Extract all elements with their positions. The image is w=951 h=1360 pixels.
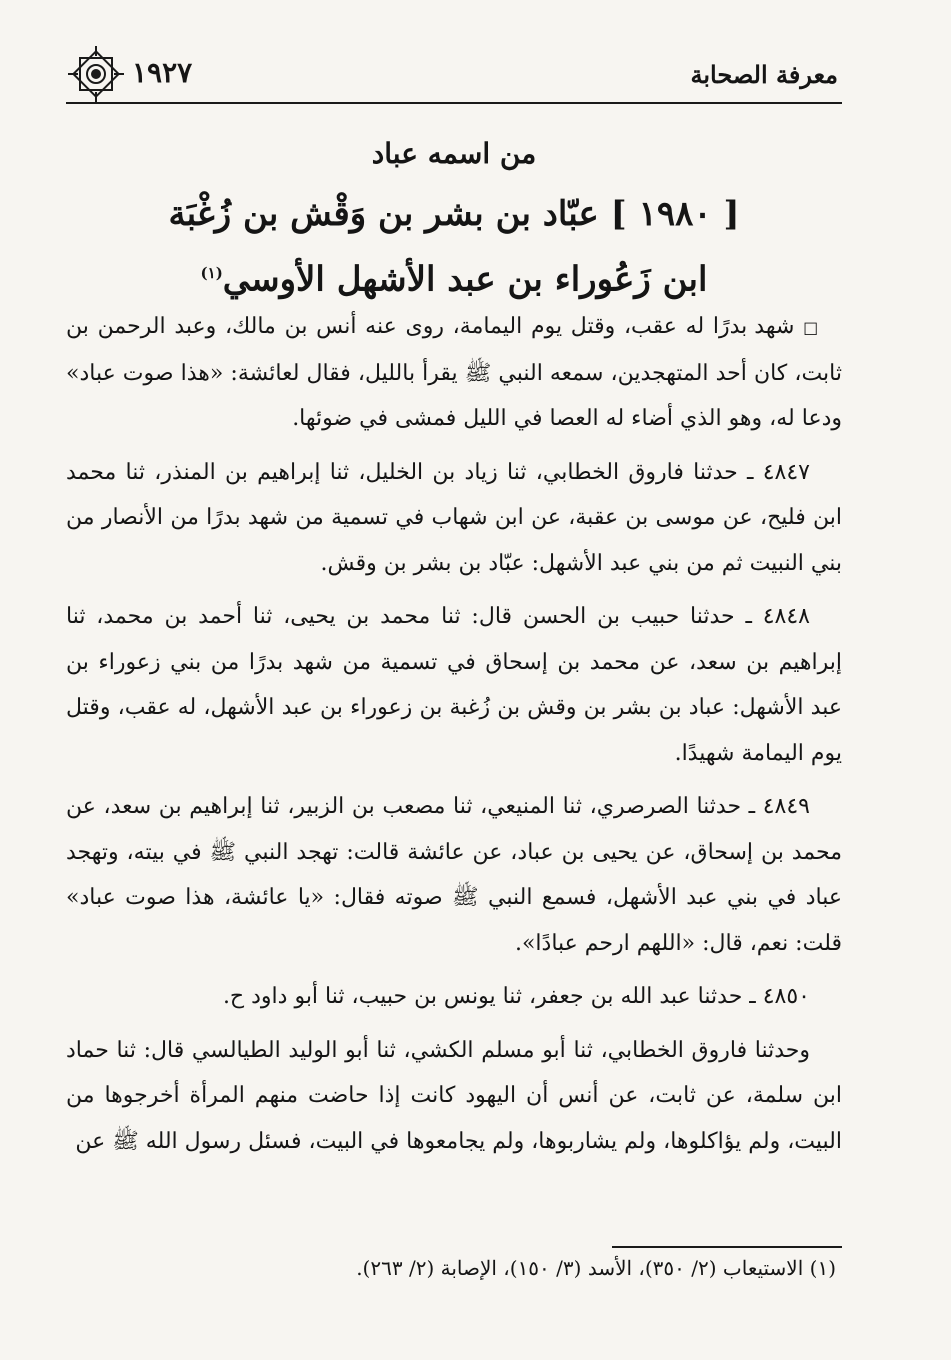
page-number: ١٩٢٧ [132, 56, 193, 89]
entry-subtitle [66, 244, 842, 308]
entry-subtitle-text: ابن زَعُوراء بن عبد الأشهل الأوسي [222, 259, 708, 300]
paragraph-text: شهد بدرًا له عقب، وقتل يوم اليمامة، روى عنه أنس بن مالك، وعبد الرحمن بن ثابت، كان أحد المتهجدين، سمعه النبي ﷺ يقرأ بالليل، فقال لعائشة: «هذا صوت عباد» ودعا له، وهو الذي أضاء له العصا في الليل فمشى في ضوئها. [66, 314, 842, 431]
paragraph-continuation: وحدثنا فاروق الخطابي، ثنا أبو مسلم الكشي، ثنا أبو الوليد الطيالسي قال: ثنا حماد ابن سلمة، عن ثابت، عن أنس أن اليهود كانت إذا حاضت منهم المرأة أخرجوها من البيت، ولم يؤاكلوها، ولم يشاربوها، ولم يجامعوها في البيت، فسئل رسول الله ﷺ عن [66, 1037, 842, 1154]
entry-title: [ ١٩٨٠ ] عبّاد بن بشر بن وَقْش بن زُغْبَة [168, 194, 740, 234]
ornament-icon [66, 44, 126, 104]
paragraph-4849: ٤٨٤٩ ـ حدثنا الصرصري، ثنا المنيعي، ثنا مصعب بن الزبير، ثنا إبراهيم بن سعد، عن محمد بن إسحاق، عن يحيى بن عباد، عن عائشة قالت: تهجد النبي ﷺ في بيته، وتهجد عباد في بني عبد الأشهل، فسمع النبي ﷺ صوته فقال: «يا عائشة، هذا صوت عباد» قلت: نعم، قال: «اللهم ارحم عبادًا». [66, 794, 842, 956]
paragraph-4847: ٤٨٤٧ ـ حدثنا فاروق الخطابي، ثنا زياد بن الخليل، ثنا إبراهيم بن المنذر، ثنا محمد ابن فليح، عن موسى بن عقبة، عن ابن شهاب في تسمية من شهد بدرًا من الأنصار من بني النبيت ثم من بني عبد الأشهل: عبّاد بن بشر بن وقش. [66, 459, 842, 576]
entry-titles [66, 124, 842, 308]
paragraph-bio [66, 304, 842, 442]
paragraph-4848: ٤٨٤٨ ـ حدثنا حبيب بن الحسن قال: ثنا محمد بن يحيى، ثنا أحمد بن محمد، ثنا إبراهيم بن سعد، عن محمد بن إسحاق في تسمية من شهد بدرًا من بني زعوراء بن عبد الأشهل: عباد بن بشر بن وقش بن زُغبة بن زعوراء بن عبد الأشهل، له عقب، وقتل يوم اليمامة شهيدًا. [66, 604, 843, 766]
running-title: معرفة الصحابة [690, 60, 838, 89]
section-heading: من اسمه عباد [371, 137, 537, 170]
paragraph-4850: ٤٨٥٠ ـ حدثنا عبد الله بن جعفر، ثنا يونس بن حبيب، ثنا أبو داود ح. [222, 984, 810, 1009]
box-marker: □ [803, 318, 820, 337]
footnote: (١) الاستيعاب (٢/ ٣٥٠)، الأسد (٣/ ١٥٠)، الإصابة (٢/ ٢٦٣). [356, 1256, 836, 1280]
footnote-divider [612, 1246, 842, 1248]
page-header [66, 50, 842, 104]
footnote-reference: (١) [200, 264, 223, 282]
body-text [66, 304, 842, 1172]
